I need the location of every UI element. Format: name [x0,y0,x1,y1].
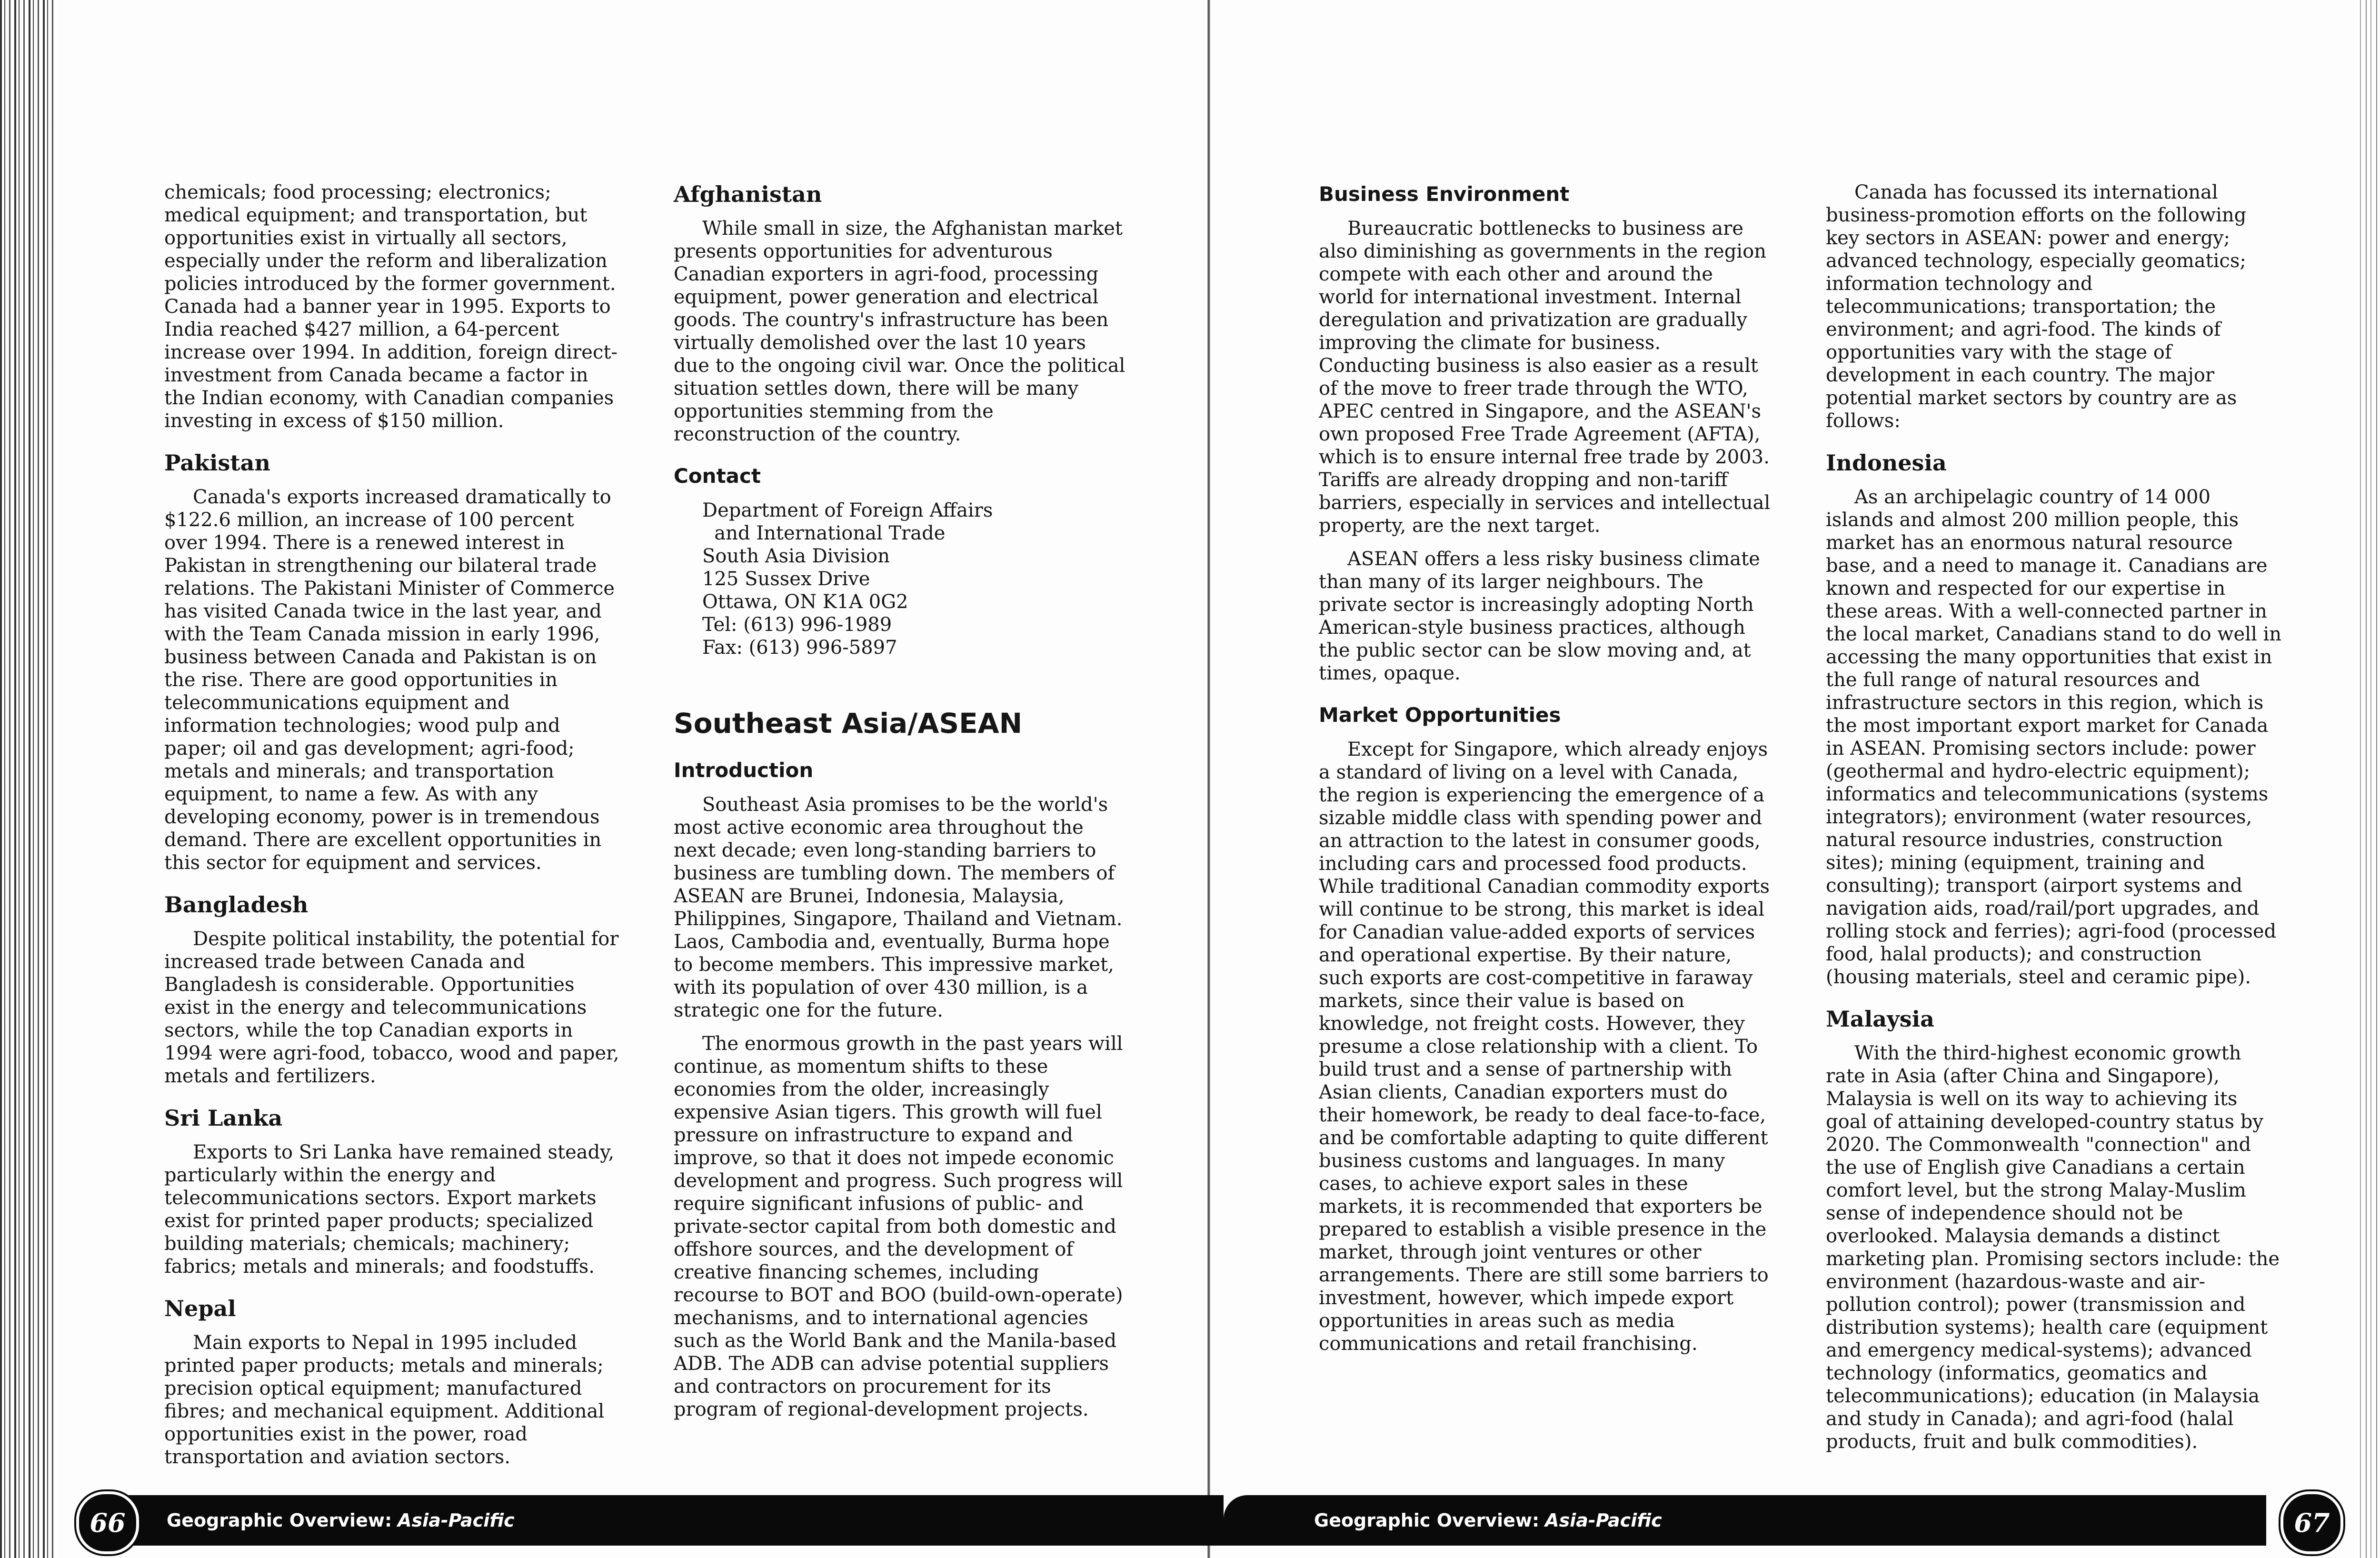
introduction-paragraph-1: Southeast Asia promises to be the world's most active economic area throughout the next decade; even long-standing barriers to business are tumbling down. The members of ASEAN are Brunei, Indonesia, Malaysia, Philippines, Singapore, Thailand and Vietnam. Laos, Cambodia and, eventually, Burma hope to become members. This impressive market, with its population of over 430 million, is a strategic one for the future. [674,794,1123,1021]
malaysia-heading: Malaysia [1826,1006,1934,1032]
afghanistan-paragraph: While small in size, the Afghanistan market presents opportunities for adventurous Canadian exporters in agri-food, processing equipment, power generation and electrical goods. The country's infrastructure has been virtually demolished over the last 10 years due to the ongoing civil war. Once the political situation settles down, there will be many opportunities stemming from the reconstruction of the country. [674,218,1125,445]
afghanistan-heading: Afghanistan [674,181,822,207]
contact-line: Ottawa, ON K1A 0G2 [702,591,908,613]
business-environment-paragraph-2: ASEAN offers a less risky business climate than many of its larger neighbours. The private sector is increasingly adopting North American-style business practices, although the public sector can be slow moving and, at times, opaque. [1319,548,1760,684]
left-page-column-2 [674,181,1126,1431]
bangladesh-paragraph: Despite political instability, the potential for increased trade between Canada and Bangladesh is considerable. Opportunities exist in the energy and telecommunications sectors, while the top Canadian exports in 1994 were agri-food, tobacco, wood and paper, metals and fertilizers. [164,928,619,1087]
right-page-column-2 [1826,181,2283,1464]
contact-fax: Fax: (613) 996-5897 [702,637,897,659]
footer-region: Asia-Pacific [1545,1510,1662,1531]
sri-lanka-paragraph: Exports to Sri Lanka have remained steady, particularly within the energy and telecommunications sectors. Export markets exist for printed paper products; specialized building materials; chemicals; machinery; fabrics; metals and minerals; and foodstuffs. [164,1141,615,1278]
scan-edge-right [2356,0,2380,1558]
bangladesh-heading: Bangladesh [164,892,309,918]
india-continuation-paragraph: chemicals; food processing; electronics; medical equipment; and transportation, but opportunities exist in virtually all sectors, especially under the reform and liberalization policies introduced by the former government. Canada had a banner year in 1995. Exports to India reached $427 million, a 64-percent increase over 1994. In addition, foreign direct-investment from Canada became a factor in the Indian economy, with Canadian companies investing in excess of $150 million. [164,181,617,432]
page-gutter [1207,0,1210,1558]
malaysia-paragraph: With the third-highest economic growth rate in Asia (after China and Singapore), Malaysia is well on its way to achieving its goal of attaining developed-country status by 2020. The Commonwealth "connection" and the use of English give Canadians a certain comfort level, but the strong Malay-Muslim sense of independence should not be overlooked. Malaysia demands a distinct marketing plan. Promising sectors include: the environment (hazardous-waste and air-pollution control); power (transmission and distribution systems); health care (equipment and emergency medical-systems); advanced technology (informatics, geomatics and telecommunications); education (in Malaysia and study in Canada); and agri-food (halal products, fruit and bulk commodities). [1826,1042,2280,1453]
introduction-heading: Introduction [674,759,814,782]
pakistan-paragraph: Canada's exports increased dramatically to $122.6 million, an increase of 100 percent over 1994. There is a renewed interest in Pakistan in strengthening our bilateral trade relations. The Pakistani Minister of Commerce has visited Canada twice in the last year, and with the Team Canada mission in early 1996, business between Canada and Pakistan is on the rise. There are good opportunities in telecommunications equipment and information technologies; wood pulp and paper; oil and gas development; agri-food; metals and minerals; and transportation equipment, to name a few. As with any developing economy, power is in tremendous demand. There are excellent opportunities in this sector for equipment and services. [164,486,615,874]
business-environment-heading: Business Environment [1319,182,1570,206]
right-page-column-1 [1319,181,1771,1366]
market-opportunities-paragraph: Except for Singapore, which already enjoys a standard of living on a level with Canada, the region is experiencing the emergence of a sizable middle class with spending power and an attraction to the latest in consumer goods, including cars and processed food products. While traditional Canadian commodity exports will continue to be strong, this market is ideal for Canadian value-added exports of services and operational expertise. By their nature, such exports are cost-competitive in faraway markets, since their value is based on knowledge, not freight costs. However, they presume a close relationship with a client. To build trust and a sense of partnership with Asian clients, Canadian exporters must do their homework, be ready to deal face-to-face, and be comfortable adapting to quite different business customs and languages. In many cases, to achieve export sales in these markets, it is recommended that exporters be prepared to establish a visible presence in the market, through joint ventures or other arrangements. There are still some barriers to investment, however, which impede export opportunities in areas such as media communications and retail franchising. [1319,739,1770,1355]
pakistan-heading: Pakistan [164,450,270,476]
footer-bar-right [1224,1495,2266,1546]
contact-line: 125 Sussex Drive [702,568,870,590]
indonesia-heading: Indonesia [1826,450,1947,476]
contact-line: and International Trade [702,522,946,544]
market-opportunities-heading: Market Opportunities [1319,703,1561,727]
indonesia-paragraph: As an archipelagic country of 14 000 islands and almost 200 million people, this market has an enormous natural resource base, and a need to manage it. Canadians are known and respected for our expertise in these areas. With a well-connected partner in the local market, Canadians stand to do well in accessing the many opportunities that exist in the full range of natural resources and infrastructure sectors in this region, which is the most important export market for Canada in ASEAN. Promising sectors include: power (geothermal and hydro-electric equipment); informatics and telecommunications (systems integrators); environment (water resources, natural resource industries, construction sites); mining (equipment, training and consulting); transport (airport systems and navigation aids, road/rail/port upgrades, and rolling stock and ferries); agri-food (processed food, halal products); and construction (housing materials, steel and ceramic pipe). [1826,486,2282,988]
footer-label: Geographic Overview: [1314,1510,1540,1531]
contact-phone: Tel: (613) 996-1989 [702,614,892,636]
left-page-column-1 [164,181,621,1479]
contact-address-block [702,499,1126,659]
contact-line: South Asia Division [702,545,890,567]
key-sectors-paragraph: Canada has focussed its international business-promotion efforts on the following key sectors in ASEAN: power and energy; advanced technology, especially geomatics; information technology and telecommunications; transportation; the environment; and agri-food. The kinds of opportunities vary with the stage of development in each country. The major potential market sectors by country are as follows: [1826,181,2247,432]
footer-label: Geographic Overview: [167,1510,392,1531]
section-title: Southeast Asia/ASEAN [674,707,1023,739]
page-number-right: 67 [2280,1491,2343,1554]
introduction-paragraph-2: The enormous growth in the past years will continue, as momentum shifts to these economies from the older, increasingly expensive Asian tigers. This growth will fuel pressure on infrastructure to expand and improve, so that it does not impede economic development and progress. Such progress will require significant infusions of public- and private-sector capital from both domestic and offshore sources, and the development of creative financing schemes, including recourse to BOT and BOO (build-own-operate) mechanisms, and to international agencies such as the World Bank and the Manila-based ADB. The ADB can advise potential suppliers and contractors on procurement for its program of regional-development projects. [674,1033,1123,1420]
footer-region: Asia-Pacific [398,1510,515,1531]
contact-line: Department of Foreign Affairs [702,499,993,521]
business-environment-paragraph-1: Bureaucratic bottlenecks to business are also diminishing as governments in the region compete with each other and around the world for international investment. Internal deregulation and privatization are gradually improving the climate for business. Conducting business is also easier as a result of the move to freer trade through the WTO, APEC centred in Singapore, and the ASEAN's own proposed Free Trade Agreement (AFTA), which is to ensure internal free trade by 2003. Tariffs are already dropping and non-tariff barriers, especially in services and intellectual property, are the next target. [1319,218,1771,537]
contact-heading: Contact [674,464,761,488]
page-number-left: 66 [76,1491,139,1554]
nepal-paragraph: Main exports to Nepal in 1995 included printed paper products; metals and minerals; precision optical equipment; manufactured fibres; and mechanical equipment. Additional opportunities exist in the power, road transportation and aviation sectors. [164,1332,605,1468]
nepal-heading: Nepal [164,1296,236,1321]
footer-bar-left [114,1495,1224,1546]
scan-edge-left [0,0,57,1558]
sri-lanka-heading: Sri Lanka [164,1105,283,1131]
